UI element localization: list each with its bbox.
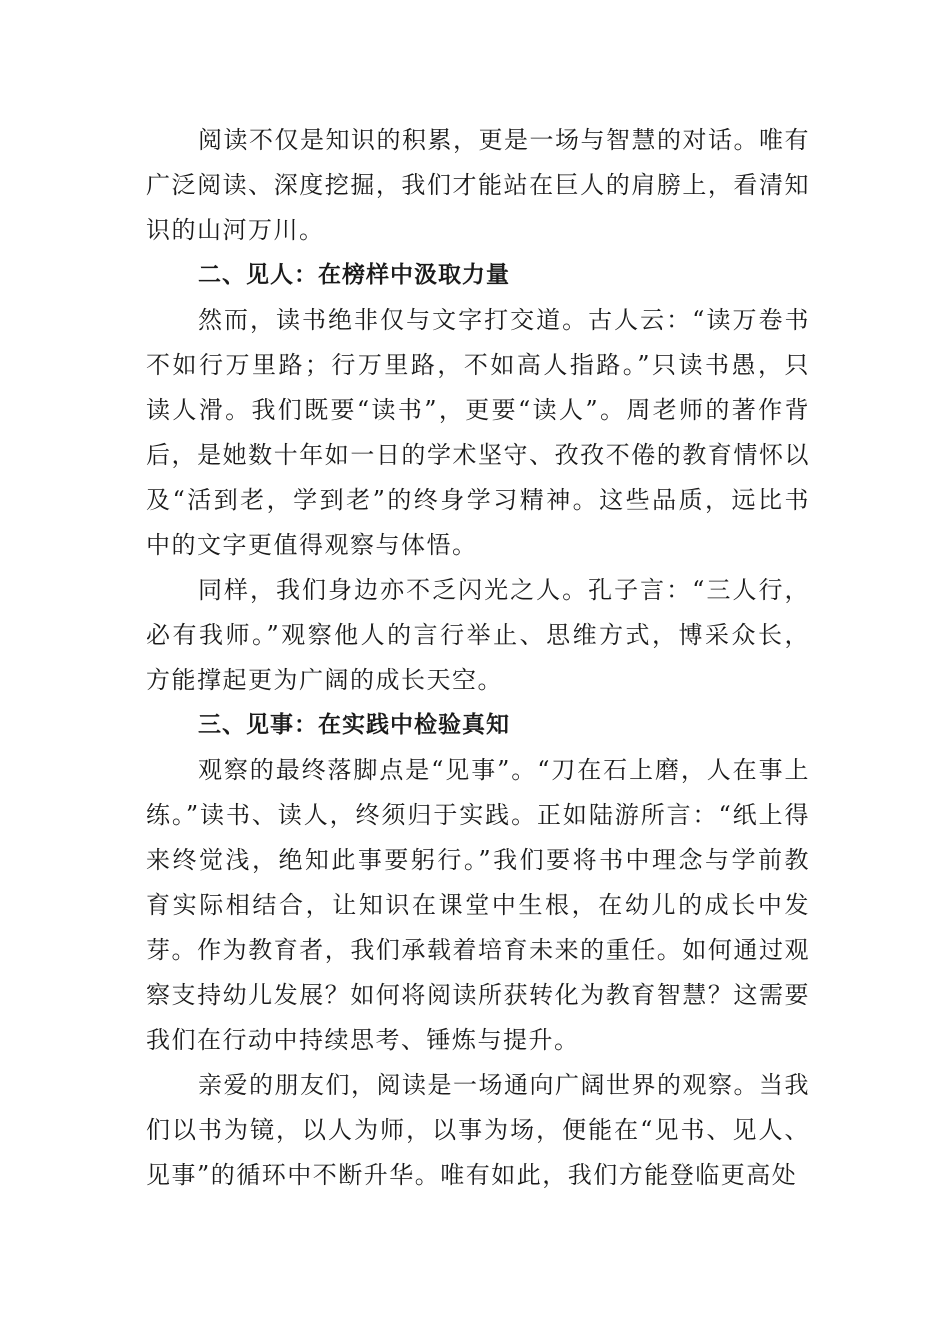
paragraph: 亲爱的朋友们，阅读是一场通向广阔世界的观察。当我们以书为镜，以人为师，以事为场，便能在“见书、见人、见事”的循环中不断升华。唯有如此，我们方能登临更高处 bbox=[146, 1071, 810, 1189]
document-body bbox=[146, 118, 810, 1198]
paragraph: 阅读不仅是知识的积累，更是一场与智慧的对话。唯有广泛阅读、深度挖掘，我们才能站在巨人的肩膀上，看清知识的山河万川。 bbox=[146, 126, 810, 244]
paragraph: 然而，读书绝非仅与文字打交道。古人云：“读万卷书不如行万里路；行万里路，不如高人指路。”只读书愚，只读人滑。我们既要“读书”，更要“读人”。周老师的著作背后，是她数十年如一日的学术坚守、孜孜不倦的教育情怀以及“活到老，学到老”的终身学习精神。这些品质，远比书中的文字更值得观察与体悟。 bbox=[146, 306, 810, 559]
section-heading: 二、见人：在榜样中汲取力量 bbox=[198, 262, 510, 288]
paragraph: 同样，我们身边亦不乏闪光之人。孔子言：“三人行，必有我师。”观察他人的言行举止、思维方式，博采众长，方能撑起更为广阔的成长天空。 bbox=[146, 576, 810, 694]
section-heading: 三、见事：在实践中检验真知 bbox=[198, 712, 510, 738]
paragraph: 观察的最终落脚点是“见事”。“刀在石上磨，人在事上练。”读书、读人，终须归于实践。正如陆游所言：“纸上得来终觉浅，绝知此事要躬行。”我们要将书中理念与学前教育实际相结合，让知识在课堂中生根，在幼儿的成长中发芽。作为教育者，我们承载着培育未来的重任。如何通过观察支持幼儿发展？如何将阅读所获转化为教育智慧？这需要我们在行动中持续思考、锤炼与提升。 bbox=[146, 756, 810, 1054]
